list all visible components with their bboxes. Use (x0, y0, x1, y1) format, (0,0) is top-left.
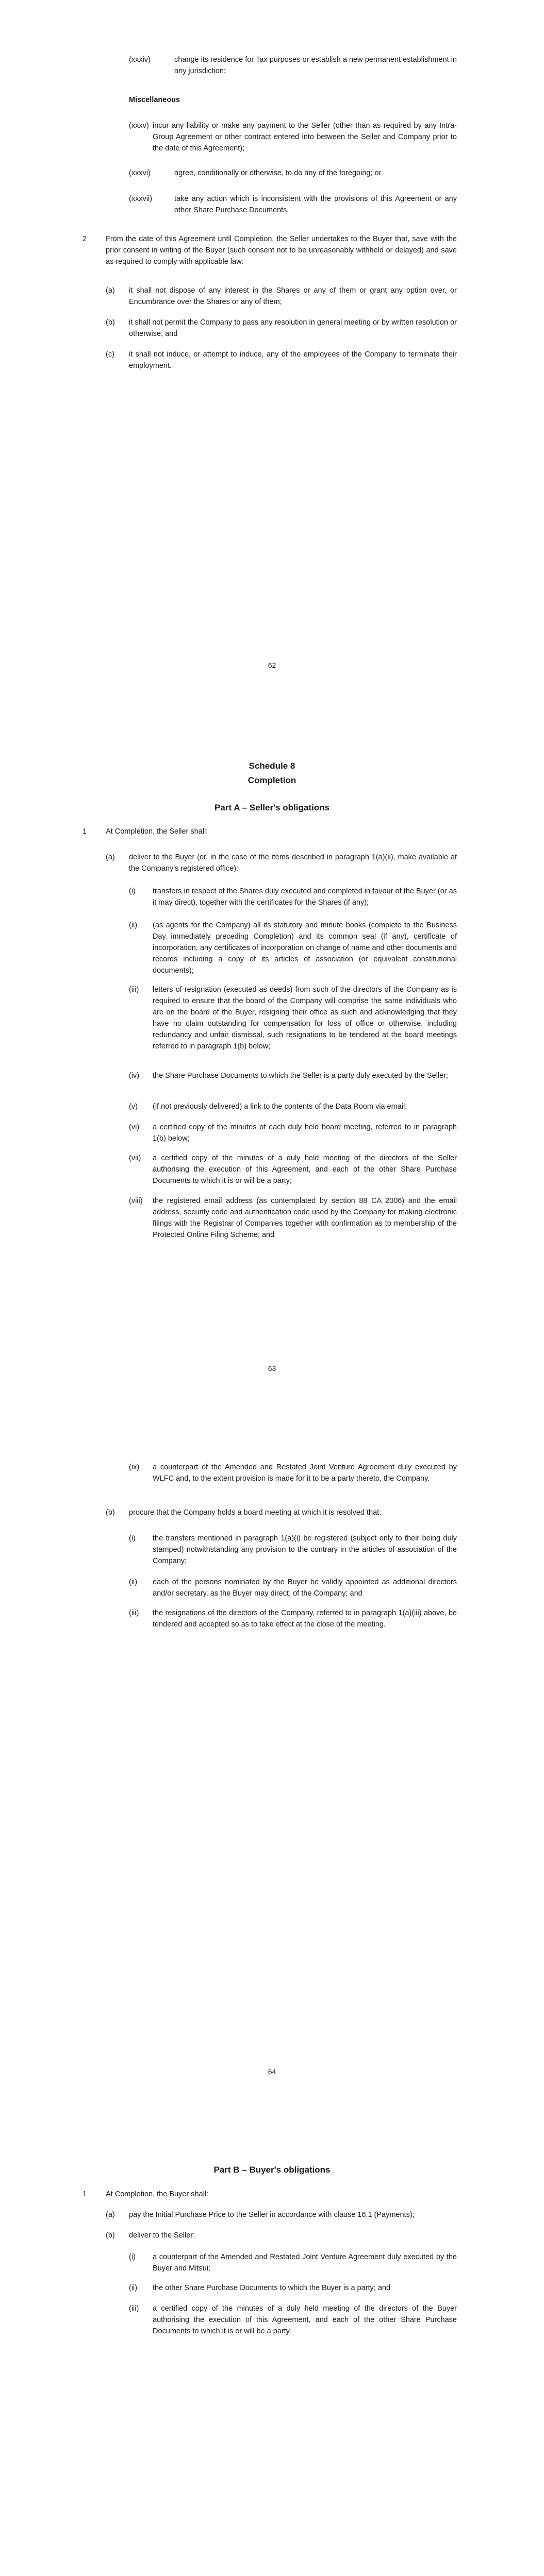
item-text: (as agents for the Company) all its statutory and minute books (complete to the Business Day immediately preceding Completion) and its common seal (if any), certificate of incorporation, any certificates of incorporation on change of name and other documents and records including a copy of its articles of association (or equivalent constitutional documents); (153, 921, 457, 975)
page-63 (0, 703, 544, 1406)
item-text: letters of resignation (executed as deeds) from such of the directors of the Company as is required to ensure that the board of the Company will comprise the same individuals who are on the board of the Buyer, resigning their office as such and acknowledging that they have no claim outstanding for compensation for loss of office or otherwise, including redundancy and unfair dismissal, such resignations to be tendered at the board meetings referred to in paragraph 1(b) below; (153, 986, 457, 1050)
sub-text: it shall not permit the Company to pass any resolution in general meeting or by written resolution or otherwise; and (129, 318, 457, 338)
item-text: a counterpart of the Amended and Restated Joint Venture Agreement duly executed by the Buyer and Mitsui; (153, 2253, 457, 2273)
sub-number: (b) (106, 2231, 115, 2240)
sub-number: (a) (106, 286, 115, 295)
item-text: agree, conditionally or otherwise, to do any of the foregoing; or (174, 169, 382, 177)
item-number: (iii) (129, 1609, 139, 1617)
item-number: (vii) (129, 1154, 141, 1162)
sub-text: deliver to the Seller: (129, 2231, 195, 2240)
item-number: (iv) (129, 1072, 140, 1080)
item-number: (ii) (129, 921, 138, 929)
item-text: a certified copy of the minutes of each duly held board meeting, referred to in paragraph 1(b) below; (153, 1123, 457, 1143)
item-text: a certified copy of the minutes of a duly held meeting of the directors of the Seller authorising the execution of this Agreement, and each of the other Share Purchase Documents to which it is or will be a party; (153, 1154, 457, 1185)
page-number: 64 (268, 2067, 276, 2076)
item-number: (xxxiv) (129, 56, 151, 64)
item-text: transfers in respect of the Shares duly executed and completed in favour of the Buyer (or as it may direct), together with the certificates for the Shares (if any); (153, 887, 457, 907)
item-number: (i) (129, 887, 136, 895)
sub-number: (c) (106, 350, 114, 359)
clause-number: 1 (83, 2190, 87, 2198)
item-text: the transfers mentioned in paragraph 1(a)(i) be registered (subject only to their being duly stamped) notwithstanding any provision to the contrary in the articles of association of the Company; (153, 1534, 457, 1565)
page-65 (0, 2110, 544, 2576)
sub-number: (b) (106, 318, 115, 327)
part-title: Part A – Seller's obligations (215, 803, 329, 812)
page-64 (0, 1406, 544, 2110)
sub-text: it shall not dispose of any interest in the Shares or any of them or grant any option over, or Encumbrance over the Shares or any of them; (129, 286, 457, 306)
item-text: the registered email address (as contemplated by section 88 CA 2006) and the email address, security code and authentication code used by the Company for making electronic filings with the Registrar of Companies together with confirmation as to membership of the Protected Online Filing Scheme; and (153, 1197, 457, 1239)
item-text: the other Share Purchase Documents to which the Buyer is a party; and (153, 2284, 391, 2292)
sub-text: it shall not induce, or attempt to induce, any of the employees of the Company to terminate their employment. (129, 350, 457, 370)
page-62 (0, 0, 544, 703)
clause-text: At Completion, the Seller shall: (106, 827, 208, 836)
sub-number: (b) (106, 1509, 115, 1517)
item-number: (i) (129, 2253, 136, 2261)
item-number: (v) (129, 1103, 138, 1111)
item-number: (xxxv) (129, 122, 149, 130)
sub-text: deliver to the Buyer (or, in the case of the items described in paragraph 1(a)(ii), make available at the Company's registered office): (129, 853, 457, 873)
item-text: a counterpart of the Amended and Restated Joint Venture Agreement duly executed by WLFC and, to the extent provision is made for it to be a party thereto, the Company. (153, 1463, 457, 1483)
schedule-subtitle: Completion (248, 775, 296, 785)
item-text: (if not previously delivered) a link to the contents of the Data Room via email; (153, 1103, 407, 1111)
page-number: 62 (268, 661, 276, 669)
item-number: (ii) (129, 1578, 138, 1586)
item-number: (ii) (129, 2284, 138, 2292)
page-number: 63 (268, 1364, 276, 1372)
item-number: (vi) (129, 1123, 140, 1131)
item-text: take any action which is inconsistent with the provisions of this Agreement or any other Share Purchase Documents. (174, 195, 457, 214)
item-text: incur any liability or make any payment to the Seller (other than as required by any Intra-Group Agreement or other contract entered into between the Seller and Company prior to the date of this Agreement); (153, 122, 457, 152)
clause-number: 2 (83, 235, 87, 243)
sub-number: (a) (106, 853, 115, 861)
part-title: Part B – Buyer's obligations (213, 2165, 331, 2175)
schedule-title: Schedule 8 (249, 761, 295, 771)
item-number: (xxxvii) (129, 195, 153, 203)
sub-number: (a) (106, 2211, 115, 2219)
clause-number: 1 (83, 827, 87, 836)
item-text: the resignations of the directors of the Company, referred to in paragraph 1(a)(iii) above, be tendered and accepted so as to take effect at the close of the meeting. (153, 1609, 457, 1629)
sub-text: pay the Initial Purchase Price to the Seller in accordance with clause 16.1 (Payments); (129, 2211, 415, 2219)
clause-text: From the date of this Agreement until Completion, the Seller undertakes to the Buyer that, save with the prior consent in writing of the Buyer (such consent not to be unreasonably withheld or delayed) and save as required to comply with applicable law: (106, 235, 457, 266)
item-text: each of the persons nominated by the Buyer be validly appointed as additional directors and/or secretary, as the Buyer may direct, of the Company; and (153, 1578, 457, 1598)
sub-text: procure that the Company holds a board meeting at which it is resolved that: (129, 1509, 382, 1517)
item-text: the Share Purchase Documents to which the Seller is a party duly executed by the Seller; (153, 1072, 449, 1080)
item-number: (viii) (129, 1197, 143, 1205)
item-number: (xxxvi) (129, 169, 151, 177)
item-number: (ix) (129, 1463, 140, 1471)
item-text: a certified copy of the minutes of a duly held meeting of the directors of the Buyer authorising the execution of this Agreement, and each of the other Share Purchase Documents to which it is or will be a party. (153, 2304, 457, 2335)
item-number: (i) (129, 1534, 136, 1543)
section-heading: Miscellaneous (129, 96, 180, 104)
item-text: change its residence for Tax purposes or establish a new permanent establishment in any jurisdiction; (174, 56, 457, 75)
item-number: (iii) (129, 986, 139, 994)
clause-text: At Completion, the Buyer shall: (106, 2190, 209, 2198)
item-number: (iii) (129, 2304, 139, 2313)
